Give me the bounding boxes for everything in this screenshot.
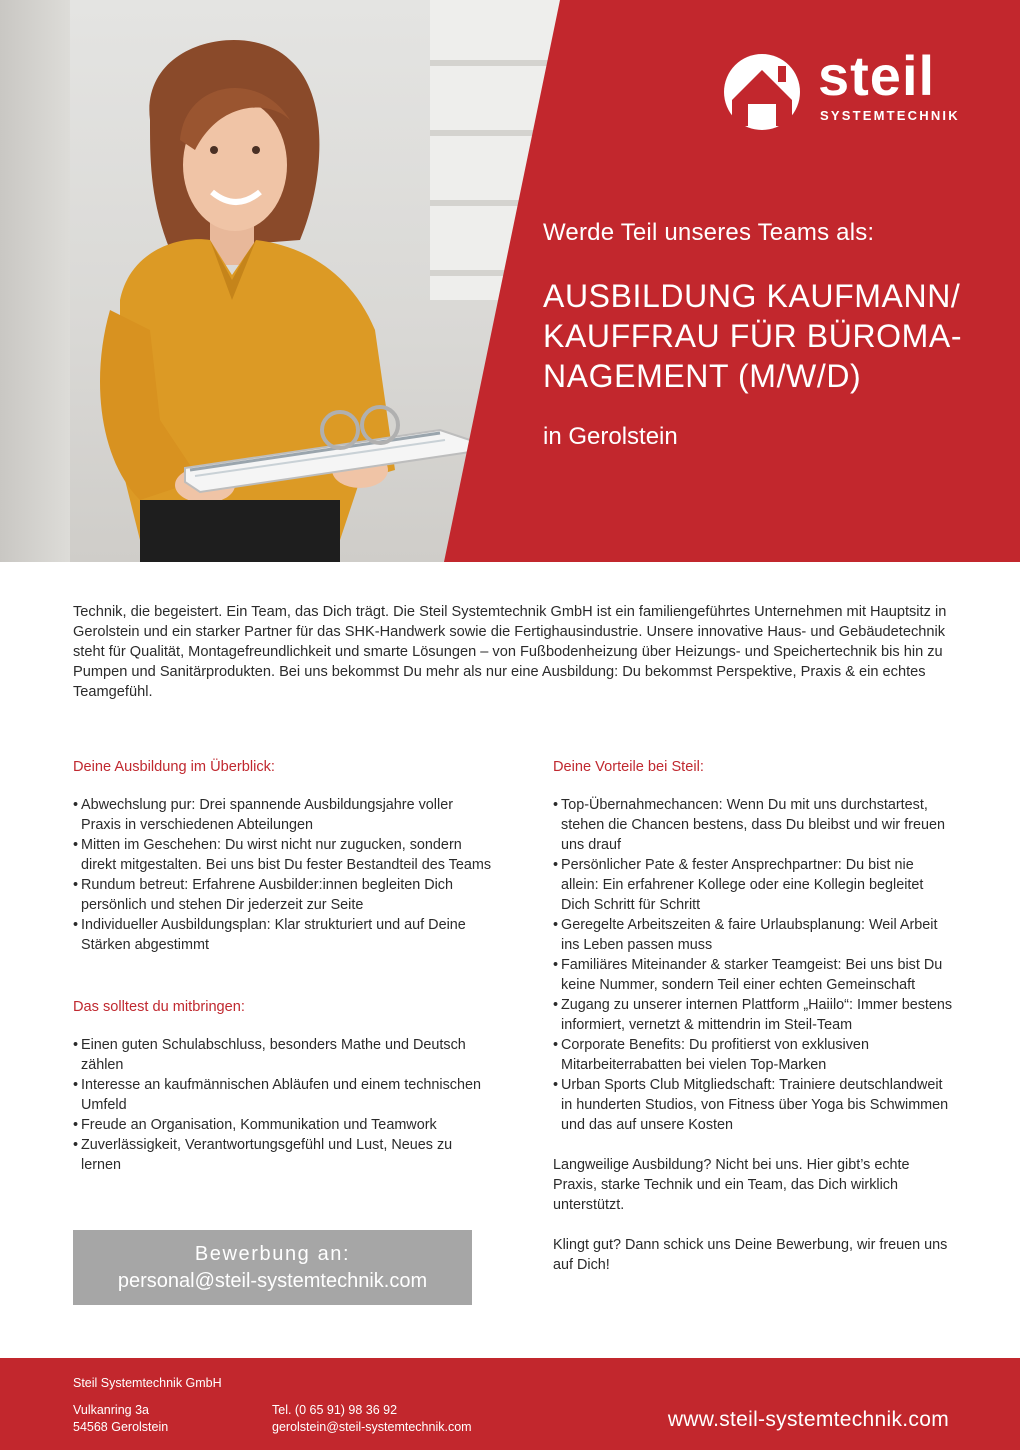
footer-website-link[interactable]: www.steil-systemtechnik.com: [667, 1408, 949, 1431]
list-item: • Zuverlässigkeit, Verantwortungsgefühl und Lust, Neues zu lernen: [73, 1135, 493, 1175]
closing-paragraph: Langweilige Ausbildung? Nicht bei uns. Hier gibt’s echte Praxis, starke Technik und ein Team, das Dich wirklich unterstützt.: [553, 1157, 910, 1213]
list-item: • Rundum betreut: Erfahrene Ausbilder:innen begleiten Dich persönlich und stehen Dir jederzeit zur Seite: [73, 875, 493, 915]
hero-subtitle: Werde Teil unseres Teams als:: [543, 219, 875, 246]
requirements-heading: Das solltest du mitbringen:: [73, 999, 245, 1015]
footer-phone[interactable]: Tel. (0 65 91) 98 36 92: [272, 1403, 398, 1417]
list-item: • Individueller Ausbildungsplan: Klar strukturiert und auf Deine Stärken abgestimmt: [73, 915, 493, 955]
hero-section: [0, 0, 1020, 562]
list-item: • Corporate Benefits: Du profitierst von exklusiven Mitarbeiterrabatten bei vielen Top-Marken: [553, 1035, 953, 1075]
list-item: • Urban Sports Club Mitgliedschaft: Trainiere deutschlandweit in hunderten Studios, von Fitness über Yoga bis Schwimmen und das auf unsere Kosten: [553, 1075, 953, 1135]
benefits-list: [553, 795, 953, 1135]
requirements-list: [73, 1035, 493, 1175]
apply-email-link[interactable]: personal@steil-systemtechnik.com: [117, 1270, 428, 1292]
logo-tagline: SYSTEMTECHNIK: [820, 108, 960, 123]
house-logo-icon: [722, 52, 806, 136]
overview-list: [73, 795, 493, 955]
overview-heading: Deine Ausbildung im Überblick:: [73, 759, 275, 775]
footer-address: [73, 1402, 168, 1436]
job-location: in Gerolstein: [543, 423, 678, 450]
apply-box[interactable]: [73, 1230, 472, 1305]
list-item: • Mitten im Geschehen: Du wirst nicht nur zugucken, sondern direkt mitgestalten. Bei uns bist Du fester Bestandteil des Teams: [73, 835, 493, 875]
list-item: • Geregelte Arbeitszeiten & faire Urlaubsplanung: Weil Arbeit ins Leben passen muss: [553, 915, 953, 955]
list-item: • Freude an Organisation, Kommunikation und Teamwork: [73, 1115, 493, 1135]
right-column: [553, 757, 953, 1275]
job-title-line: AUSBILDUNG KAUFMANN/: [543, 278, 961, 314]
list-item: • Abwechslung pur: Drei spannende Ausbildungsjahre voller Praxis in verschiedenen Abteilungen: [73, 795, 493, 835]
call-to-action-paragraph: Klingt gut? Dann schick uns Deine Bewerbung, wir freuen uns auf Dich!: [553, 1237, 948, 1273]
hero-text: [543, 218, 993, 452]
benefits-heading: Deine Vorteile bei Steil:: [553, 759, 704, 775]
footer-company: Steil Systemtechnik GmbH: [73, 1376, 222, 1390]
job-title: [543, 276, 993, 396]
list-item: • Interesse an kaufmännischen Abläufen und einem technischen Umfeld: [73, 1075, 493, 1115]
list-item: • Persönlicher Pate & fester Ansprechpartner: Du bist nie allein: Ein erfahrener Kollege oder eine Kollegin begleitet Dich Schritt für Schritt: [553, 855, 953, 915]
footer-street: Vulkanring 3a: [73, 1403, 149, 1417]
footer: [0, 1358, 1020, 1450]
left-column: [73, 757, 493, 1175]
footer-email-link[interactable]: gerolstein@steil-systemtechnik.com: [272, 1420, 472, 1434]
apply-label: Bewerbung an:: [194, 1243, 351, 1265]
steil-logo: [722, 44, 962, 130]
intro-paragraph: Technik, die begeistert. Ein Team, das Dich trägt. Die Steil Systemtechnik GmbH ist ein familiengeführtes Unternehmen mit Hauptsitz in Gerolstein und ein starker Partner für das SHK-Handwerk sowie die Fertighausindustrie. Unsere innovative Haus- und Gebäudetechnik steht für Qualität, Montagefreundlichkeit und smarte Lösungen – von Fußbodenheizung über Heizungs- und Speichertechnik bis hin zu Pumpen und Sanitärprodukten. Bei uns bekommst Du mehr als nur eine Ausbildung: Du bekommst Perspektive, Praxis & ein echtes Teamgefühl.: [73, 604, 947, 700]
job-title-line: KAUFFRAU FÜR BÜROMA-: [543, 318, 963, 354]
job-title-line: NAGEMENT (M/W/D): [543, 358, 862, 394]
list-item: • Zugang zu unserer internen Plattform „Haiilo“: Immer bestens informiert, vernetzt & mittendrin im Steil-Team: [553, 995, 953, 1035]
logo-wordmark: steil: [818, 44, 936, 107]
footer-city: 54568 Gerolstein: [73, 1420, 169, 1434]
list-item: • Top-Übernahmechancen: Wenn Du mit uns durchstartest, stehen die Chancen bestens, dass Du bleibst und wir freuen uns drauf: [553, 795, 953, 855]
list-item: • Familiäres Miteinander & starker Teamgeist: Bei uns bist Du keine Nummer, sondern Teil einer echten Gemeinschaft: [553, 955, 953, 995]
footer-contact: [272, 1402, 472, 1436]
list-item: • Einen guten Schulabschluss, besonders Mathe und Deutsch zählen: [73, 1035, 493, 1075]
